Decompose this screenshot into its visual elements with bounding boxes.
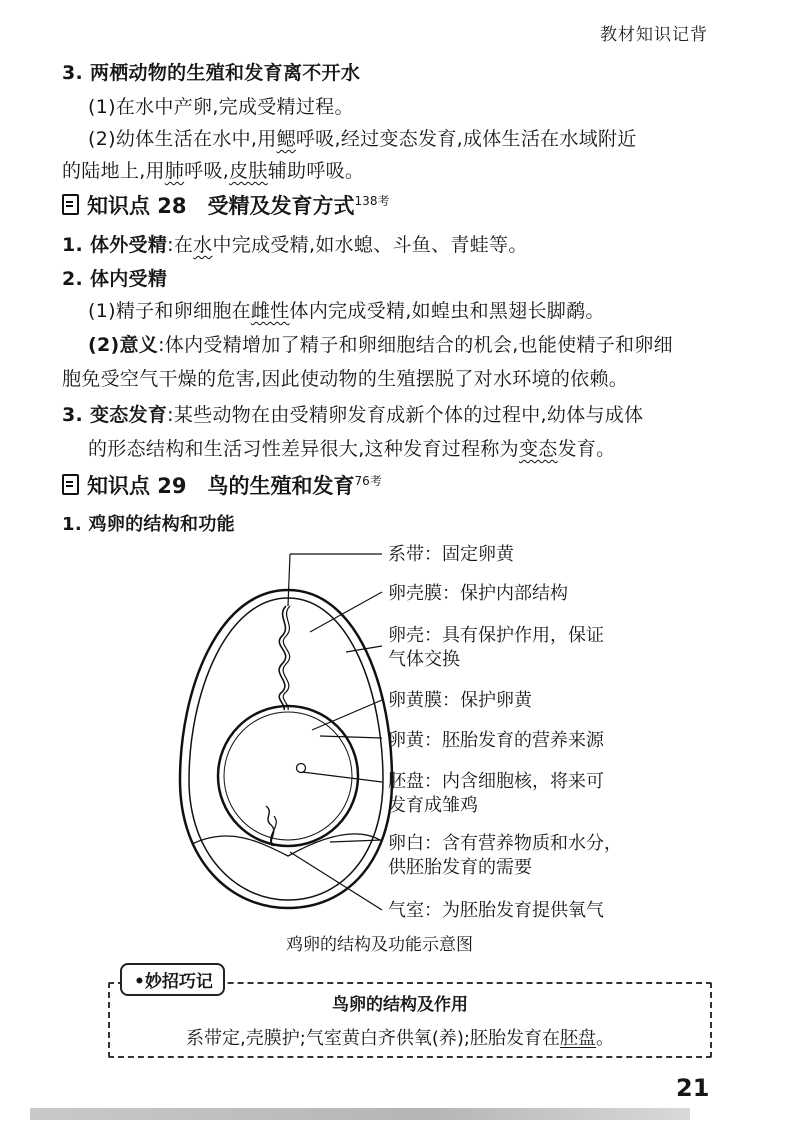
text: (1)精子和卵细胞在	[88, 300, 251, 322]
page-number: 21	[676, 1074, 710, 1102]
text: 体内完成受精,如蝗虫和黑翅长脚鹬。	[289, 300, 605, 322]
point28-s3-line1	[62, 400, 643, 427]
point29-count: 76考	[354, 474, 382, 488]
egg-germinal-disc	[297, 764, 306, 773]
leader-air-cell	[290, 852, 382, 910]
point28-s1	[62, 230, 528, 257]
section3-title: 3. 两栖动物的生殖和发育离不开水	[62, 62, 361, 84]
label: 3. 变态发育	[62, 404, 168, 426]
notebook-icon	[62, 194, 79, 215]
keyword-germinal-disc: 胚盘	[559, 1028, 596, 1049]
running-header: 教材知识记背	[600, 25, 708, 45]
point28-title: 知识点 28 受精及发育方式	[87, 194, 355, 218]
text: 。	[595, 1028, 614, 1049]
label-albumen-line2: 供胚胎发育的需要	[388, 857, 532, 878]
text: 系带定,壳膜护;气室黄白齐供氧(养);胚胎发育在	[186, 1028, 560, 1049]
point28-count: 138考	[354, 194, 390, 208]
point28-s3-line2	[88, 434, 615, 461]
label-yolk-membrane: 卵黄膜：保护卵黄	[388, 690, 532, 711]
point28-s2-item2-line1	[88, 330, 673, 357]
label-chalaza: 系带：固定卵黄	[388, 544, 514, 565]
point28-s2-item1	[88, 296, 605, 323]
keyword-skin: 皮肤	[229, 160, 268, 182]
text: 的陆地上,用	[62, 160, 165, 182]
label-albumen-line1: 卵白：含有营养物质和水分，	[388, 833, 622, 854]
keyword-female: 雌性	[250, 300, 290, 322]
text: :在	[167, 234, 194, 256]
page-bottom-bar	[30, 1108, 690, 1120]
egg-chalaza-lower	[266, 806, 274, 846]
text: 中完成受精,如水螅、斗鱼、青蛙等。	[212, 234, 528, 256]
point28-s2-item2-line2: 胞免受空气干燥的危害,因此使动物的生殖摆脱了对水环境的依赖。	[62, 368, 629, 390]
label-germinal-disc-line1: 胚盘：内含细胞核，将来可	[388, 771, 604, 792]
point29-heading	[62, 470, 382, 500]
text: :体内受精增加了精子和卵细胞结合的机会,也能使精子和卵细	[158, 334, 673, 356]
text: 呼吸,经过变态发育,成体生活在水域附近	[295, 128, 637, 150]
memory-tip-tag: •妙招巧记	[120, 963, 225, 996]
notebook-icon	[62, 474, 79, 495]
label-yolk: 卵黄：胚胎发育的营养来源	[388, 730, 604, 751]
leader-yolk	[320, 736, 382, 738]
text: 发育。	[557, 438, 616, 460]
label-shell-line1: 卵壳：具有保护作用，保证	[388, 625, 604, 646]
keyword-lung: 肺	[164, 160, 185, 182]
text: 呼吸,	[184, 160, 230, 182]
diagram-caption: 鸡卵的结构及功能示意图	[286, 935, 473, 955]
leader-albumen	[330, 840, 382, 842]
label-air-cell: 气室：为胚胎发育提供氧气	[388, 900, 604, 921]
point28-heading	[62, 190, 389, 220]
label: (2)意义	[88, 334, 159, 356]
text: 辅助呼吸。	[267, 160, 365, 182]
keyword-gill: 鳃	[276, 128, 296, 150]
label-germinal-disc-line2: 发育成雏鸡	[388, 795, 478, 816]
point28-s2-label: 2. 体内受精	[62, 268, 168, 290]
section3-item2-line1	[88, 124, 637, 151]
label-shell-membrane: 卵壳膜：保护内部结构	[388, 583, 568, 604]
text: :某些动物在由受精卵发育成新个体的过程中,幼体与成体	[167, 404, 644, 426]
label-shell-line2: 气体交换	[388, 649, 460, 670]
label: 1. 体外受精	[62, 234, 168, 256]
section3-item2-line2	[62, 156, 364, 183]
text: 的形态结构和生活习性差异很大,这种发育过程称为	[88, 438, 519, 460]
memory-tip-body	[0, 1024, 800, 1050]
egg-shell	[180, 590, 392, 908]
leader-germinal-disc	[302, 772, 382, 782]
keyword-water: 水	[193, 234, 213, 256]
memory-tip-title: 鸟卵的结构及作用	[332, 995, 468, 1015]
egg-chalaza-upper	[279, 606, 286, 710]
section3-item1: (1)在水中产卵,完成受精过程。	[88, 96, 354, 118]
point29-s1: 1. 鸡卵的结构和功能	[62, 514, 235, 535]
point29-title: 知识点 29 鸟的生殖和发育	[87, 474, 355, 498]
text: (2)幼体生活在水中,用	[88, 128, 277, 150]
keyword-metamorphosis: 变态	[518, 438, 558, 460]
egg-diagram	[170, 540, 400, 920]
